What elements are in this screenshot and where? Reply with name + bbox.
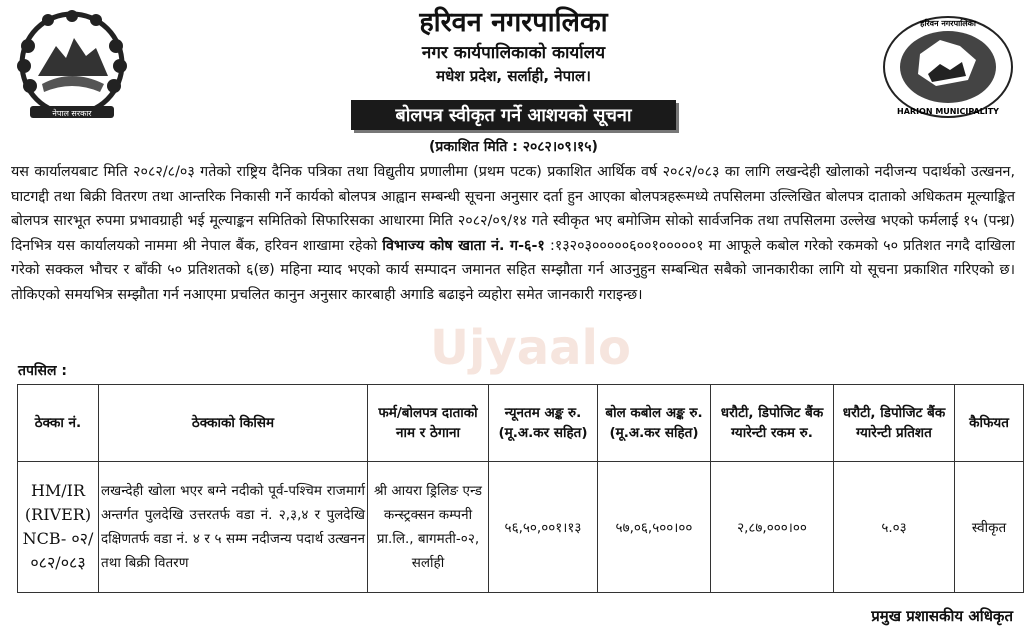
office-subtitle: नगर कार्यपालिकाको कार्यालय [421, 43, 606, 63]
schedule-label: तपसिल : [18, 363, 67, 379]
cell-bid-amount: ५७,०६,५००।०० [598, 462, 711, 593]
account-number-label: विभाज्य कोष खाता नं. ग-६-१ [382, 237, 545, 254]
body-text-part1: यस कार्यालयबाट मिति २०८२/८/०३ गतेको राष्ट्रिय दैनिक पत्रिका तथा विद्युतीय प्रणालीमा (प्रथम पटक) प्रकाशित आर्थिक वर्ष २०८२/०८३ का लागि लखन्देही खोलाको नदीजन्य पदार्थको उत्खनन, घाटगद्दी तथा बिक्री वितरण तथा आन्तरिक निकासी गर्ने कार्यको बोलपत्र आह्वान सम्बन्धी सूचना अनुसार दर्ता हुन आएका बोलपत्रहरूमध्ये तपसिलमा उल्लिखित बोलपत्र दाताको अधिकतम मूल्याङ्कित बोलपत्र सारभूत रुपमा प्रभावग्राही भई मूल्याङ्कन समितिको सिफारिसका आधारमा मिति २०८२/०९/१४ गते स्वीकृत भए बमोजिम सोको सार्वजनिक तथा तपसिलमा उल्लेख भएको फर्मलाई १५ (पन्ध्र) दिनभित्र यस कार्यालयको नाममा श्री नेपाल बैंक, हरिवन शाखामा रहेको [11, 164, 1015, 254]
header-deposit-percent: धरौटी, डिपोजिट बैंक ग्यारेन्टी प्रतिशत [834, 385, 955, 462]
published-date: (प्रकाशित मिति : २०८२।०९।१५) [429, 139, 598, 155]
header-firm: फर्म/बोलपत्र दाताको नाम र ठेगाना [368, 385, 489, 462]
cell-remarks: स्वीकृत [955, 462, 1024, 593]
cell-min-amount: ५६,५०,००१।१३ [489, 462, 598, 593]
table-header-row [18, 385, 1024, 462]
header-deposit-amount: धरौटी, डिपोजिट बैंक ग्यारेन्टी रकम रु. [711, 385, 834, 462]
logo-text-top: हरिवन नगरपालिका [920, 19, 976, 28]
watermark: Ujyaalo [430, 320, 631, 376]
notice-body [11, 160, 1015, 308]
emblem-text: नेपाल सरकार [52, 109, 92, 118]
municipality-title: हरिवन नगरपालिका [419, 7, 608, 38]
cell-description: लखन्देही खोला भएर बग्ने नदीको पूर्व-पश्चिम राजमार्ग अन्तर्गत पुलदेखि उत्तरतर्फ वडा नं. २,३,४ र पुलदेखि दक्षिणतर्फ वडा नं. ४ र ५ सम्म नदीजन्य पदार्थ उत्खनन तथा बिक्री वितरण [99, 462, 368, 593]
header-contract-type: ठेक्काको किसिम [99, 385, 368, 462]
notice-title: बोलपत्र स्वीकृत गर्ने आशयको सूचना [351, 100, 676, 130]
cell-firm: श्री आयरा ड्रिलिङ एन्ड कन्स्ट्रक्सन कम्पनी प्रा.लि., बागमती-०२, सर्लाही [368, 462, 489, 593]
header-remarks: कैफियत [955, 385, 1024, 462]
contract-table [17, 384, 1024, 593]
logo-text-bottom: HARION MUNICIPALITY [897, 107, 999, 116]
header-min-amount: न्यूनतम अङ्क रु. (मू.अ.कर सहित) [489, 385, 598, 462]
table-row [18, 462, 1024, 593]
signature-title: प्रमुख प्रशासकीय अधिकृत [871, 607, 1013, 625]
cell-deposit-percent: ५.०३ [834, 462, 955, 593]
body-text-part2: :१३२०३०००००६००१०००००१ मा आफूले कबोल गरेको रकमको ५० प्रतिशत नगदै दाखिला गरेको सक्कल भौचर र बाँकी ५० प्रतिशतको ६(छ) महिना म्याद भएको कार्य सम्पादन जमानत सहित सम्झौता गर्न आउनुहुन सम्बन्धित सबैको जानकारीका लागि यो सूचना प्रकाशित गरिएको छ। तोकिएको समयभित्र सम्झौता गर्न नआएमा प्रचलित कानुन अनुसार कारबाही अगाडि बढाइने व्यहोरा समेत जानकारी गराइन्छ। [11, 237, 1015, 303]
office-address: मधेश प्रदेश, सर्लाही, नेपाल। [436, 67, 591, 85]
cell-deposit-amount: २,८७,०००।०० [711, 462, 834, 593]
nepal-government-emblem [8, 6, 136, 126]
header-contract-no: ठेक्का नं. [18, 385, 99, 462]
cell-contract-no: HM/IR (RIVER) NCB- ०२/ ०८२/०८३ [18, 462, 99, 593]
municipality-logo [880, 14, 1016, 120]
header-bid-amount: बोल कबोल अङ्क रु. (मू.अ.कर सहित) [598, 385, 711, 462]
